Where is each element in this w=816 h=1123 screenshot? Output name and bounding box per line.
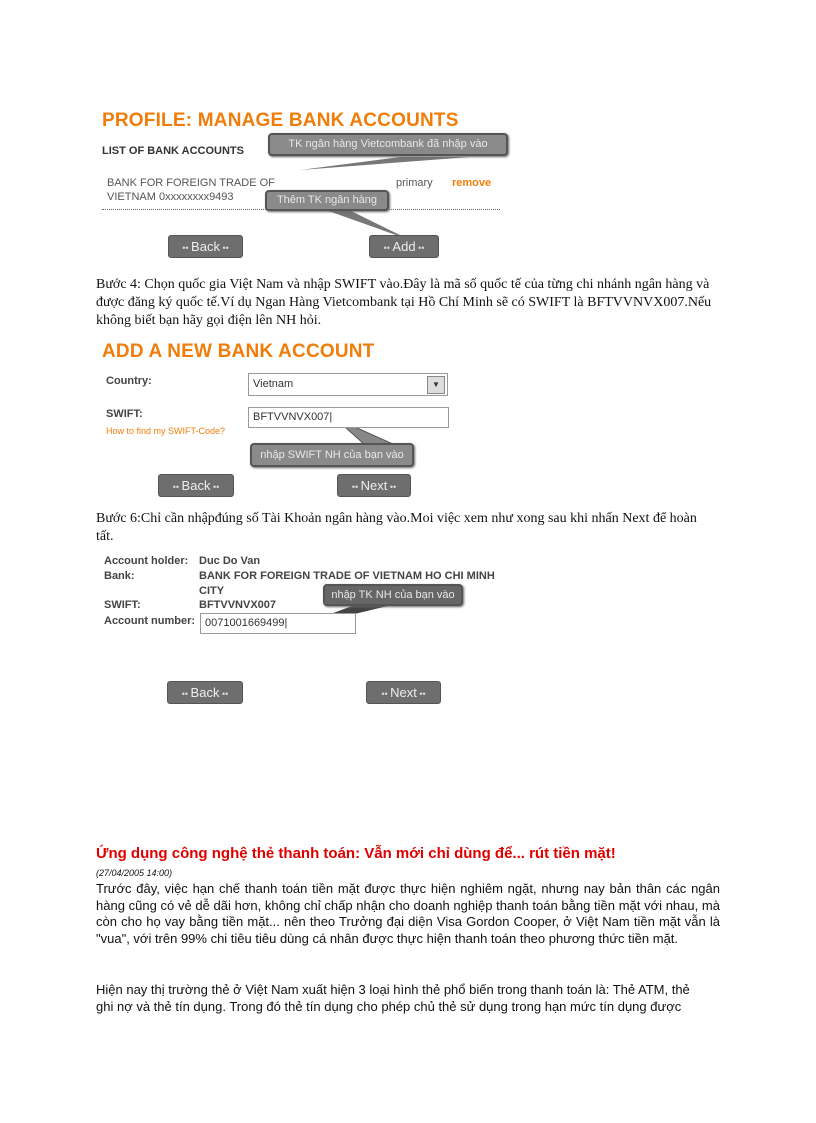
article-date: (27/04/2005 14:00): [96, 868, 173, 878]
add-label: Add: [392, 239, 416, 254]
back-label: Back: [190, 685, 220, 700]
holder-label: Account holder:: [104, 555, 189, 567]
list-heading: LIST OF BANK ACCOUNTS: [102, 145, 244, 157]
add-account-title: ADD A NEW BANK ACCOUNT: [102, 341, 375, 362]
next-label: Next: [390, 685, 417, 700]
remove-link[interactable]: remove: [452, 177, 492, 189]
account-number-label: Account number:: [104, 615, 196, 627]
callout-account: nhập TK NH của bạn vào: [323, 584, 463, 606]
article-paragraph-1: Trước đây, việc hạn chế thanh toán tiền mặt được thực hiện nghiêm ngặt, nhưng nay bản thân các ngân hàng cũng có vẻ dễ dãi hơn, không chỉ chấp nhận cho doanh nghiệp thanh toán bằng tiền mặt với nhau, mà còn cho họ vay bằng tiền mặt... nên theo Trưởng đại diện Visa Gordon Cooper, ở Việt Nam tiền mặt vẫn là "vua", với trên 99% chi tiêu tiêu dùng cá nhân được thực hiện thanh toán theo phương thức tiền mặt.: [96, 881, 720, 946]
country-label: Country:: [106, 375, 152, 387]
next-button[interactable]: •• Next ••: [366, 681, 441, 704]
back-label: Back: [181, 478, 211, 493]
swift-help-link[interactable]: How to find my SWIFT-Code?: [106, 426, 226, 436]
account-status: primary: [396, 177, 433, 189]
article-title: Ứng dụng công nghệ thẻ thanh toán: Vẫn mới chỉ dùng để... rút tiền mặt!: [96, 845, 616, 862]
country-select[interactable]: [248, 373, 448, 396]
back-label: Back: [191, 239, 220, 254]
swift-label: SWIFT:: [104, 599, 141, 611]
swift-value: BFTVVNVX007: [199, 599, 277, 611]
next-button[interactable]: •• Next ••: [337, 474, 411, 497]
callout-entered: TK ngân hàng Vietcombank đã nhập vào: [268, 133, 508, 156]
account-line2: VIETNAM 0xxxxxxxx9493: [107, 191, 234, 203]
callout-add: Thêm TK ngân hàng: [265, 190, 389, 211]
back-button[interactable]: •• Back ••: [167, 681, 243, 704]
back-button[interactable]: •• Back ••: [168, 235, 243, 258]
step4-text: Bước 4: Chọn quốc gia Việt Nam và nhập SWIFT vào.Đây là mã số quốc tế của từng chi nhánh ngân hàng và được đăng ký quốc tế.Ví dụ Ngan Hàng Vietcombank tại Hồ Chí Minh sẽ có SWIFT là BFTVVNVX007.Nếu không biết bạn hãy gọi điện lên NH hỏi.: [96, 277, 712, 328]
chevron-down-icon[interactable]: ▼: [427, 376, 445, 394]
add-button[interactable]: •• Add ••: [369, 235, 439, 258]
account-line1: BANK FOR FOREIGN TRADE OF: [107, 177, 275, 189]
manage-accounts-title: PROFILE: MANAGE BANK ACCOUNTS: [102, 110, 459, 131]
account-number-input[interactable]: 0071001669499|: [200, 613, 356, 634]
bank-value-line2: CITY: [199, 585, 225, 597]
callout-pointer: [300, 157, 470, 170]
bank-value-line1: BANK FOR FOREIGN TRADE OF VIETNAM HO CHI MINH: [199, 570, 495, 582]
callout-swift: nhập SWIFT NH của bạn vào: [250, 443, 414, 467]
swift-value: BFTVVNVX007: [253, 411, 330, 423]
account-number-value: 0071001669499: [205, 617, 285, 629]
next-label: Next: [360, 478, 388, 493]
swift-label: SWIFT:: [106, 408, 143, 420]
bank-label: Bank:: [104, 570, 135, 582]
back-button[interactable]: •• Back ••: [158, 474, 234, 497]
article-paragraph-2: Hiện nay thị trường thẻ ở Việt Nam xuất hiện 3 loại hình thẻ phổ biến trong thanh toán là: Thẻ ATM, thẻ ghi nợ và thẻ tín dụng. Trong đó thẻ tín dụng cho phép chủ thẻ sử dụng trong hạn mức tín dụng được: [96, 982, 690, 1014]
step6-text: Bước 6:Chỉ cần nhậpđúng số Tài Khoản ngân hàng vào.Moi việc xem như xong sau khi nhấn Next để hoàn tất.: [96, 511, 697, 544]
swift-input[interactable]: BFTVVNVX007|: [248, 407, 449, 428]
country-value: Vietnam: [253, 378, 294, 390]
holder-value: Duc Do Van: [199, 555, 261, 567]
